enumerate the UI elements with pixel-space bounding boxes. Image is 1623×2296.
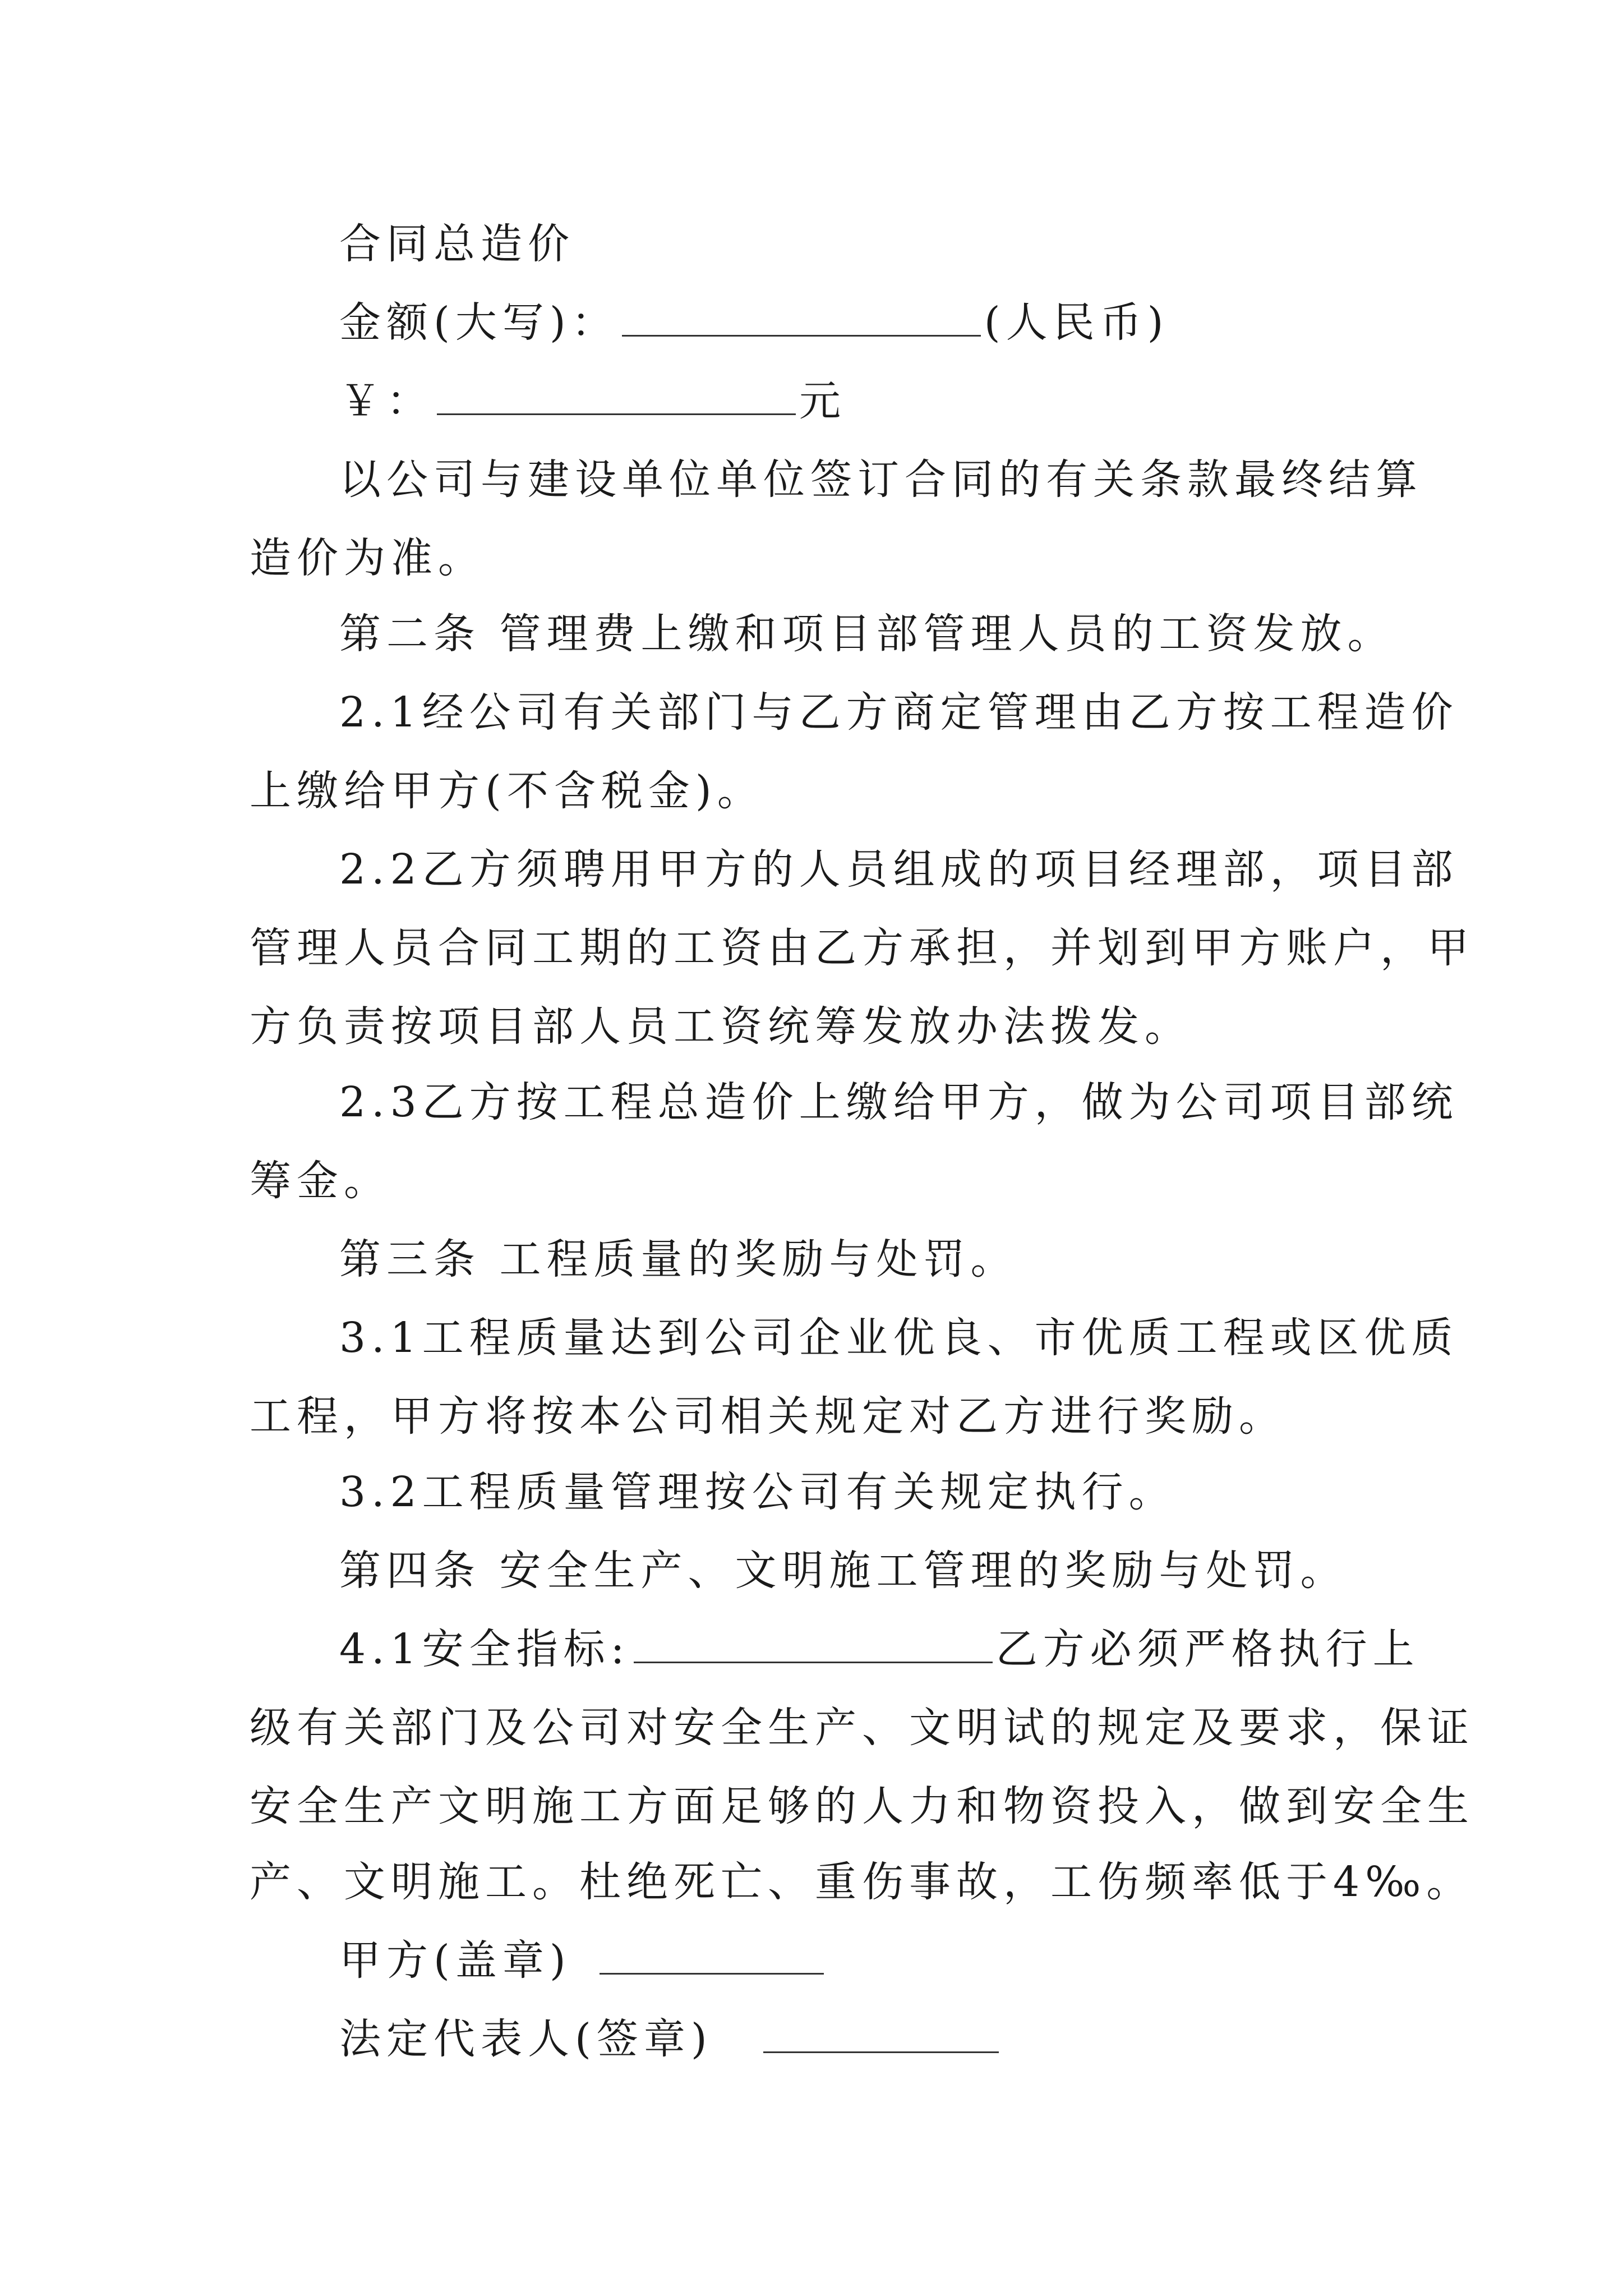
amount-words-blank[interactable] bbox=[622, 296, 981, 337]
article-heading: 第二条 管理费上缴和项目部管理人员的工资发放。 bbox=[339, 610, 1395, 658]
paragraph-line: 管理人员合同工期的工资由乙方承担，并划到甲方账户，甲 bbox=[250, 924, 1474, 972]
article-heading: 第四条 安全生产、文明施工管理的奖励与处罚。 bbox=[339, 1547, 1348, 1595]
paragraph-line: 3.2工程质量管理按公司有关规定执行。 bbox=[339, 1468, 1176, 1516]
article-heading: 第三条 工程质量的奖励与处罚。 bbox=[339, 1235, 1018, 1283]
amount-figures-blank[interactable] bbox=[437, 374, 796, 415]
safety-target-label: 4.1安全指标: bbox=[339, 1625, 630, 1673]
legal-rep-blank[interactable] bbox=[763, 2012, 999, 2053]
total-price-heading: 合同总造价 bbox=[339, 220, 575, 268]
paragraph-line: 级有关部门及公司对安全生产、文明试的规定及要求，保证 bbox=[250, 1704, 1474, 1752]
amount-figures-line bbox=[339, 373, 1394, 429]
party-a-seal-label: 甲方(盖章) bbox=[339, 1936, 571, 1985]
amount-words-label: 金额(大写)： bbox=[339, 298, 619, 347]
paragraph-line: 2.3乙方按工程总造价上缴给甲方，做为公司项目部统 bbox=[339, 1078, 1459, 1126]
paragraph-line: 2.2乙方须聘用甲方的人员组成的项目经理部，项目部 bbox=[339, 845, 1459, 894]
paragraph-line: 筹金。 bbox=[250, 1157, 391, 1205]
legal-rep-label: 法定代表人(签章) bbox=[339, 2015, 713, 2063]
paragraph-line: 工程，甲方将按本公司相关规定对乙方进行奖励。 bbox=[250, 1392, 1286, 1441]
legal-rep-line bbox=[339, 2011, 1394, 2067]
safety-target-blank[interactable] bbox=[634, 1622, 993, 1663]
paragraph-line: 方负责按项目部人员工资统筹发放办法拨发。 bbox=[250, 1002, 1192, 1051]
paragraph-line: 以公司与建设单位单位签订合同的有关条款最终结算 bbox=[339, 455, 1423, 504]
amount-words-line bbox=[339, 295, 1394, 351]
safety-target-text: 乙方必须严格执行上 bbox=[995, 1625, 1420, 1673]
paragraph-line: 3.1工程质量达到公司企业优良、市优质工程或区优质 bbox=[339, 1314, 1459, 1362]
paragraph-line: 造价为准。 bbox=[250, 534, 485, 582]
paragraph-line: 上缴给甲方(不含税金)。 bbox=[250, 767, 764, 815]
amount-words-currency: (人民币) bbox=[984, 298, 1169, 347]
amount-figures-unit: 元 bbox=[799, 377, 846, 425]
party-a-seal-line bbox=[339, 1932, 1394, 1989]
paragraph-line: 安全生产文明施工方面足够的人力和物资投入，做到安全生 bbox=[250, 1782, 1474, 1830]
safety-target-line bbox=[339, 1621, 1420, 1677]
paragraph-line: 产、文明施工。杜绝死亡、重伤事故，工伤频率低于4‰。 bbox=[250, 1858, 1474, 1906]
paragraph-line: 2.1经公司有关部门与乙方商定管理由乙方按工程造价 bbox=[339, 688, 1459, 737]
party-a-seal-blank[interactable] bbox=[600, 1934, 824, 1975]
amount-figures-label: ￥： bbox=[339, 377, 434, 425]
